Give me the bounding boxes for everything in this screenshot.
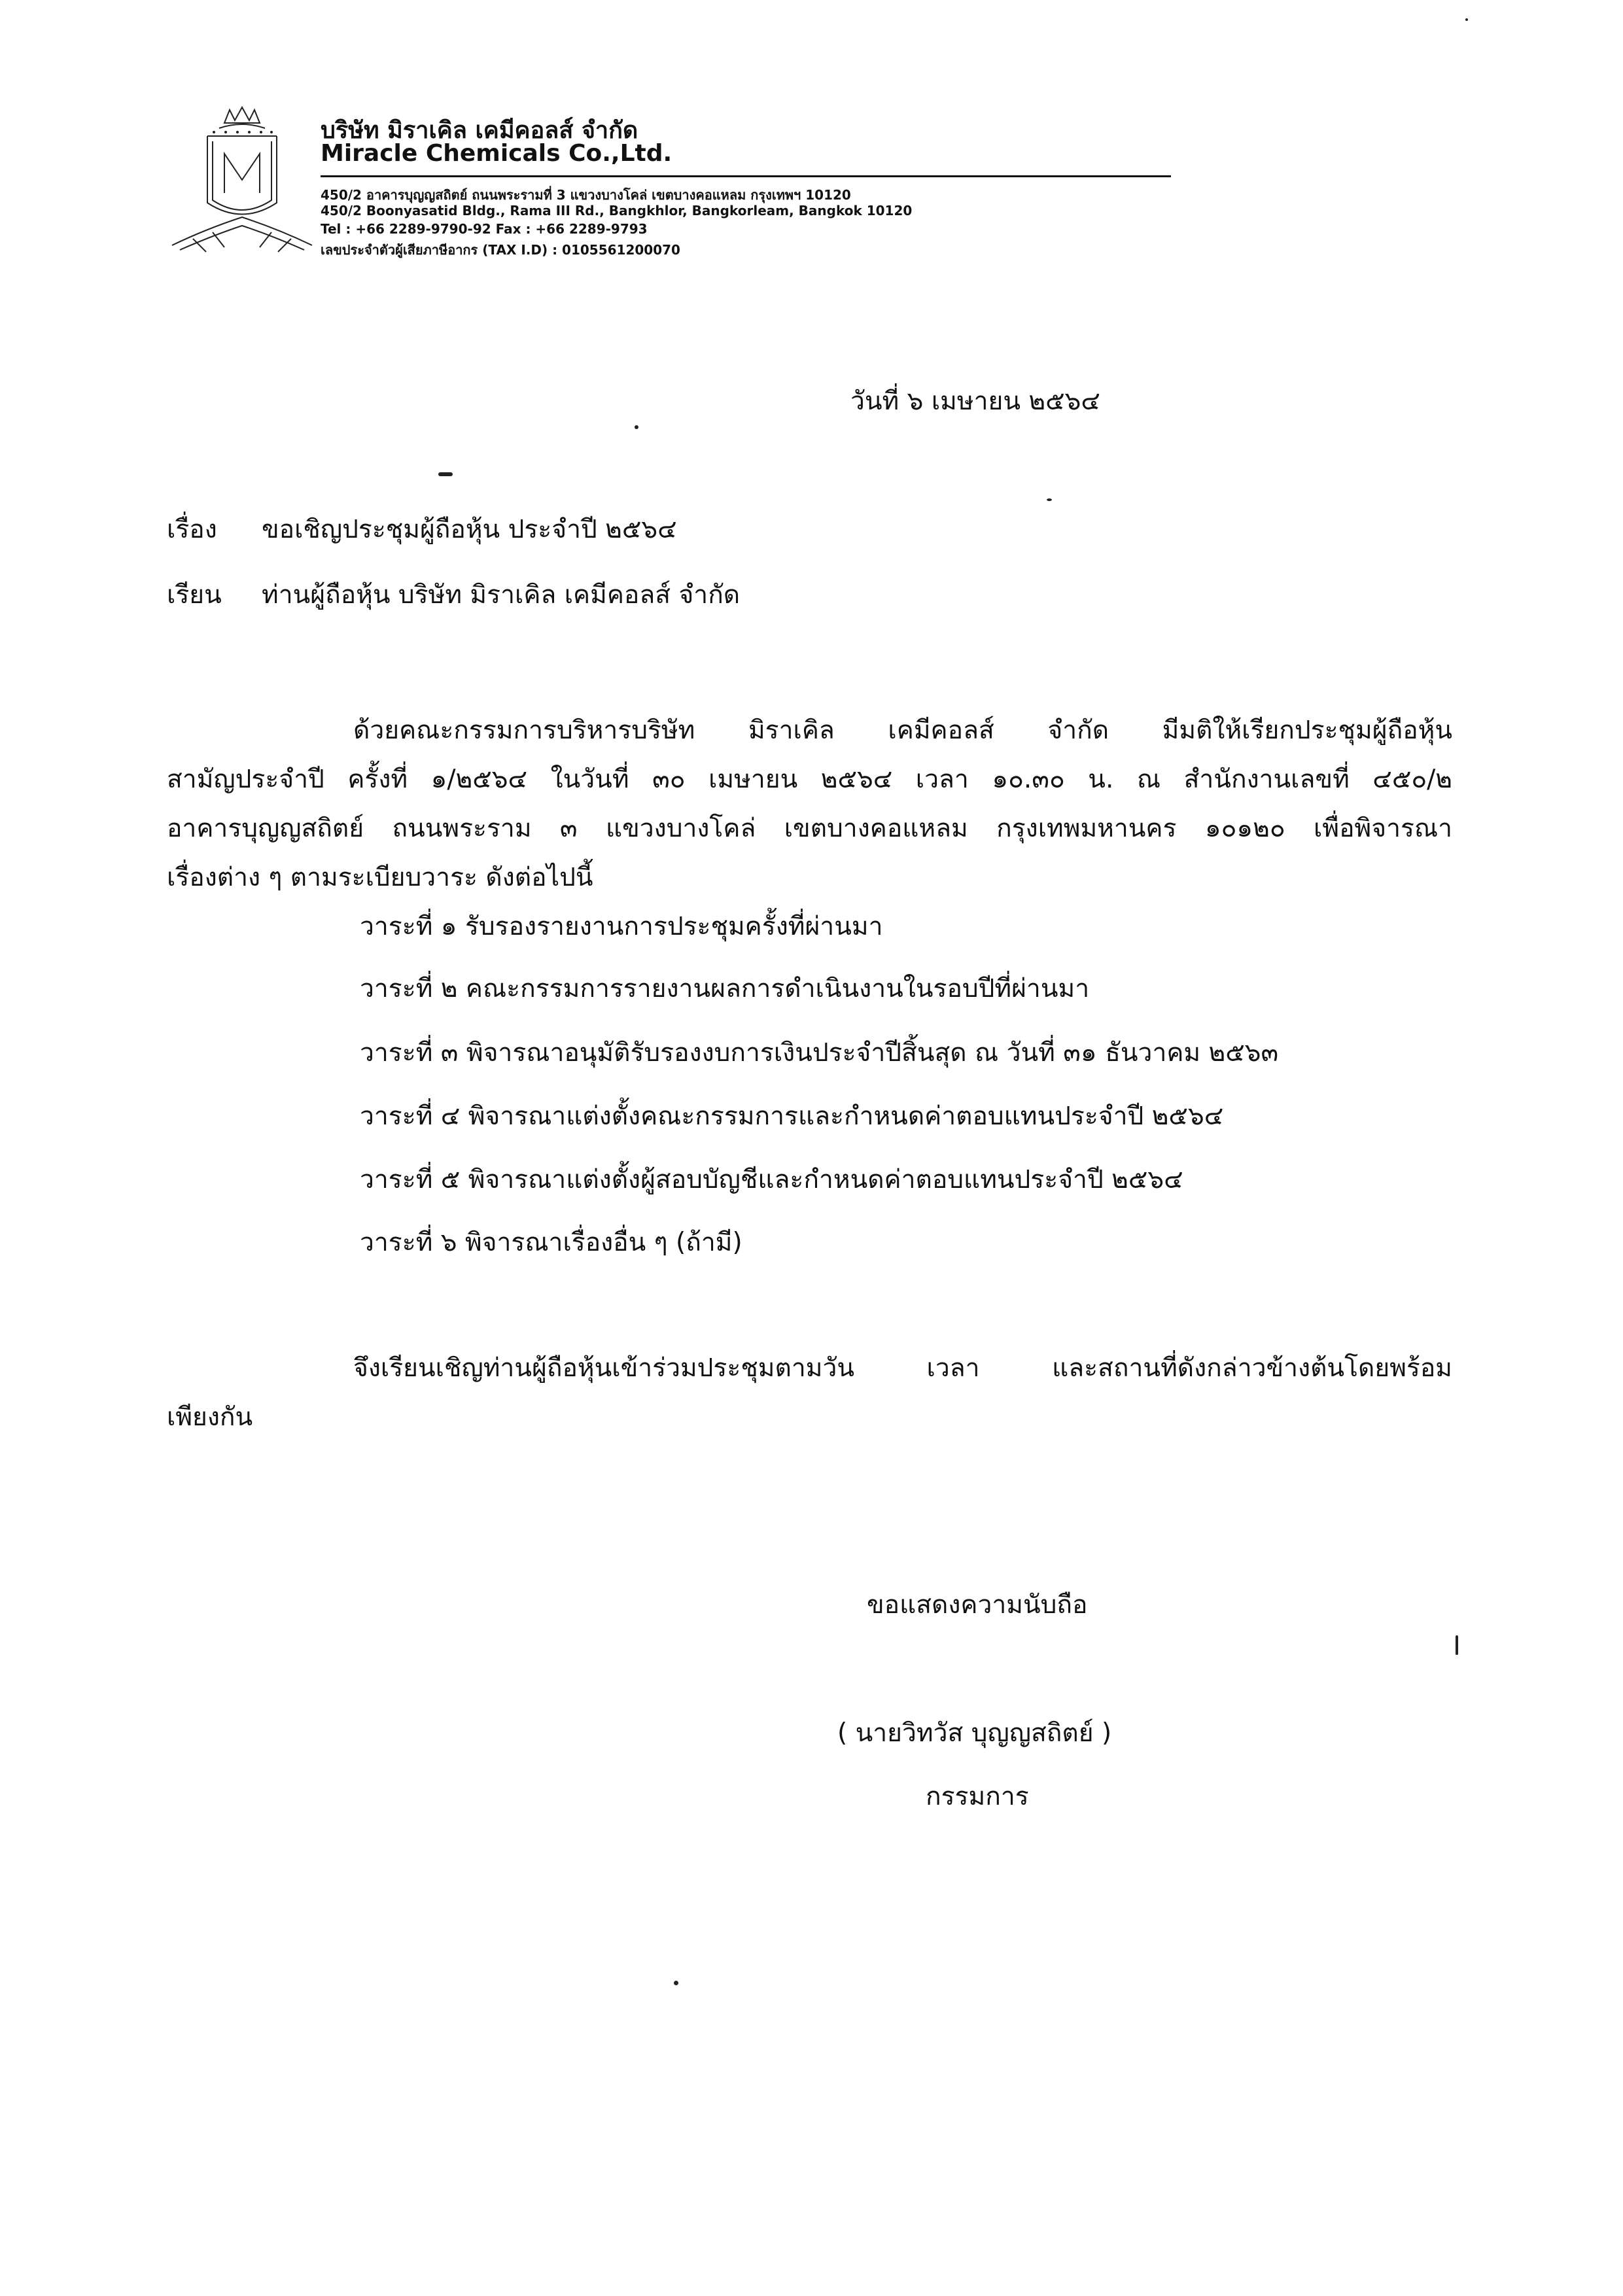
- scan-speck: [1465, 18, 1468, 21]
- agenda-item-6: วาระที่ ๖ พิจารณาเรื่องอื่น ๆ (ถ้ามี): [360, 1228, 742, 1257]
- letter-date: วันที่ ๖ เมษายน ๒๕๖๔: [850, 387, 1100, 416]
- company-logo-icon: [167, 105, 317, 268]
- agenda-item-1: วาระที่ ๑ รับรองรายงานการประชุมครั้งที่ผ่านมา: [360, 912, 883, 941]
- scan-speck: [1047, 498, 1052, 501]
- subject-label: เรื่อง: [167, 515, 217, 544]
- company-name-english: Miracle Chemicals Co.,Ltd.: [321, 140, 672, 167]
- to-text: ท่านผู้ถือหุ้น บริษัท มิราเคิล เคมีคอลส์ จำกัด: [262, 580, 741, 610]
- closing-line-1: จึงเรียนเชิญท่านผู้ถือหุ้นเข้าร่วมประชุมตามวัน เวลา และสถานที่ดังกล่าวข้างต้นโดยพร้อม: [353, 1353, 1452, 1383]
- tel-fax: Tel : +66 2289-9790-92 Fax : +66 2289-9793: [321, 221, 648, 237]
- agenda-item-2: วาระที่ ๒ คณะกรรมการรายงานผลการดำเนินงานในรอบปีที่ผ่านมา: [360, 974, 1090, 1003]
- body-line-4: เรื่องต่าง ๆ ตามระเบียบวาระ ดังต่อไปนี้: [167, 863, 593, 892]
- body-line-1: ด้วยคณะกรรมการบริหารบริษัท มิราเคิล เคมีคอลส์ จำกัด มีมติให้เรียกประชุมผู้ถือหุ้น: [353, 716, 1452, 745]
- scan-speck: [438, 472, 453, 476]
- body-line-2: สามัญประจำปี ครั้งที่ ๑/๒๕๖๔ ในวันที่ ๓๐ เมษายน ๒๕๖๔ เวลา ๑๐.๓๐ น. ณ สำนักงานเลขที่ ๔๕๐/๒: [167, 765, 1452, 794]
- tax-id: เลขประจำตัวผู้เสียภาษีอากร (TAX I.D) : 0105561200070: [321, 242, 680, 258]
- body-line-3: อาคารบุญญสถิตย์ ถนนพระราม ๓ แขวงบางโคล่ เขตบางคอแหลม กรุงเทพมหานคร ๑๐๑๒๐ เพื่อพิจารณา: [167, 814, 1452, 843]
- agenda-item-5: วาระที่ ๕ พิจารณาแต่งตั้งผู้สอบบัญชีและกำหนดค่าตอบแทนประจำปี ๒๕๖๔: [360, 1165, 1183, 1194]
- signatory-name: ( นายวิทวัส บุญญสถิตย์ ): [837, 1718, 1112, 1748]
- company-name-thai: บริษัท มิราเคิล เคมีคอลส์ จำกัด: [321, 117, 638, 144]
- closing-line-2: เพียงกัน: [167, 1402, 253, 1432]
- signatory-position: กรรมการ: [926, 1782, 1029, 1811]
- agenda-item-4: วาระที่ ๔ พิจารณาแต่งตั้งคณะกรรมการและกำหนดค่าตอบแทนประจำปี ๒๕๖๔: [360, 1102, 1224, 1131]
- address-thai: 450/2 อาคารบุญญสถิตย์ ถนนพระรามที่ 3 แขวงบางโคล่ เขตบางคอแหลม กรุงเทพฯ 10120: [321, 187, 851, 203]
- scan-speck: [674, 1981, 678, 1985]
- to-label: เรียน: [167, 580, 222, 610]
- address-english: 450/2 Boonyasatid Bldg., Rama III Rd., Bangkhlor, Bangkorleam, Bangkok 10120: [321, 203, 913, 218]
- subject-text: ขอเชิญประชุมผู้ถือหุ้น ประจำปี ๒๕๖๔: [262, 515, 677, 544]
- regards: ขอแสดงความนับถือ: [867, 1590, 1088, 1620]
- agenda-item-3: วาระที่ ๓ พิจารณาอนุมัติรับรองงบการเงินประจำปีสิ้นสุด ณ วันที่ ๓๑ ธันวาคม ๒๕๖๓: [360, 1038, 1279, 1068]
- letterhead-divider: [321, 175, 1171, 177]
- scan-speck: [1456, 1635, 1458, 1655]
- scan-speck: [635, 425, 638, 429]
